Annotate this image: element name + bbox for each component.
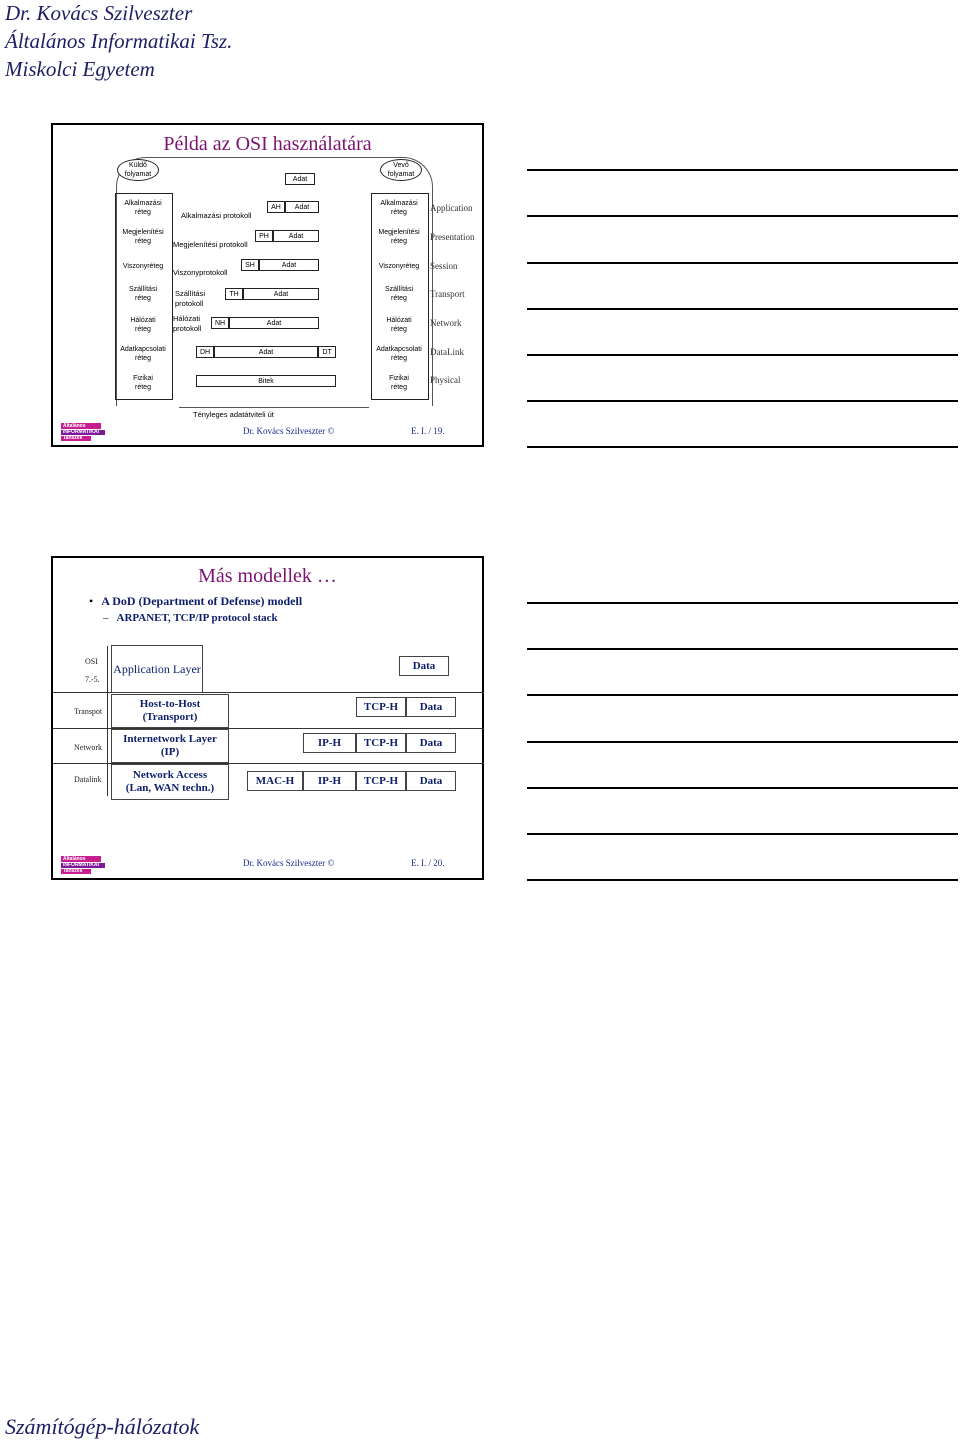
english-session: Session (430, 261, 458, 271)
cell-data-app: Data (399, 656, 449, 676)
right-layer-physical: Fizikai réteg (373, 372, 425, 394)
right-layer-datalink: Adatkapcsolati réteg (373, 343, 425, 365)
note-line (527, 648, 958, 650)
note-line (527, 262, 958, 264)
footer-course-title: Számítógép-hálózatok (5, 1414, 200, 1439)
sub-bullet-arpanet: – ARPANET, TCP/IP protocol stack (103, 612, 278, 624)
slide-title: Példa az OSI használatára (163, 133, 372, 155)
side-label-datalink: Datalink (74, 775, 102, 784)
osi-range: 7.-5. (85, 675, 100, 684)
data-app: Adat (285, 201, 319, 213)
physical-link (179, 407, 369, 408)
right-layer-application: Alkalmazási réteg (373, 197, 425, 219)
slide-title: Más modellek … (198, 565, 337, 587)
right-layer-transport: Szállítási réteg (373, 283, 425, 305)
top-data-box: Adat (285, 173, 315, 185)
protocol-network: Hálózati protokoll (173, 314, 202, 333)
note-line (527, 741, 958, 743)
divider-left (107, 646, 108, 796)
physical-path-label: Tényleges adatátviteli út (193, 410, 274, 419)
english-network: Network (430, 318, 462, 328)
protocol-presentation: Megjelenítési protokoll (173, 240, 248, 249)
protocol-application: Alkalmazási protokoll (181, 211, 252, 220)
cell-ip-h-access: IP-H (303, 771, 356, 791)
left-layer-session: Viszonyréteg (117, 257, 169, 275)
cell-data-internet: Data (406, 733, 456, 753)
header-department: Általános Informatikai Tsz. (5, 29, 233, 53)
note-line (527, 694, 958, 696)
left-layer-datalink: Adatkapcsolati réteg (117, 343, 169, 365)
layer-internetwork: Internetwork Layer (IP) (111, 729, 229, 763)
note-line (527, 879, 958, 881)
cell-tcp-h-transport: TCP-H (356, 697, 406, 717)
note-line (527, 787, 958, 789)
english-transport: Transport (430, 289, 465, 299)
receiver-process: Vevő folyamat (380, 159, 422, 181)
header-dh: DH (196, 346, 214, 358)
slide-20 (51, 556, 484, 880)
protocol-transport: Szállítási protokoll (175, 289, 206, 308)
note-line (527, 400, 958, 402)
english-datalink: DataLink (430, 347, 464, 357)
department-logo: Általános INFORMATIKAI Tanszék (61, 856, 107, 876)
cell-mac-h: MAC-H (247, 771, 303, 791)
header-ah: AH (267, 201, 285, 213)
data-datalink: Adat (214, 346, 318, 358)
cell-ip-h-internet: IP-H (303, 733, 356, 753)
trailer-dt: DT (318, 346, 336, 358)
slide-footer-page: E. I. / 20. (411, 858, 445, 868)
left-layer-transport: Szállítási réteg (117, 283, 169, 305)
left-layer-presentation: Megjelenítési réteg (117, 226, 169, 248)
sender-process: Küldő folyamat (117, 159, 159, 181)
note-line (527, 308, 958, 310)
cell-data-transport: Data (406, 697, 456, 717)
header-sh: SH (241, 259, 259, 271)
bullet-dod: • A DoD (Department of Defense) modell (89, 594, 303, 608)
side-label-network: Network (74, 743, 102, 752)
slide-footer-page: E. I. / 19. (411, 426, 445, 436)
slide-footer-author: Dr. Kovács Szilveszter © (243, 858, 335, 868)
cell-tcp-h-internet: TCP-H (356, 733, 406, 753)
data-transport: Adat (243, 288, 319, 300)
layer-application: Application Layer (111, 645, 203, 693)
left-layer-application: Alkalmazási réteg (117, 197, 169, 219)
cell-tcp-h-access: TCP-H (356, 771, 406, 791)
data-network: Adat (229, 317, 319, 329)
cell-data-access: Data (406, 771, 456, 791)
header-nh: NH (211, 317, 229, 329)
side-label-transport: Transpot (74, 707, 103, 716)
left-layer-network: Hálózati réteg (117, 314, 169, 336)
layer-network-access: Network Access (Lan, WAN techn.) (111, 764, 229, 800)
note-line (527, 602, 958, 604)
header-ph: PH (255, 230, 273, 242)
note-line (527, 446, 958, 448)
note-line (527, 215, 958, 217)
protocol-session: Viszonyprotokoll (173, 268, 228, 277)
header-author: Dr. Kovács Szilveszter (5, 1, 193, 25)
right-layer-presentation: Megjelenítési réteg (373, 226, 425, 248)
slide-19 (51, 123, 484, 447)
right-layer-network: Hálózati réteg (373, 314, 425, 336)
note-line (527, 354, 958, 356)
slide-footer-author: Dr. Kovács Szilveszter © (243, 426, 335, 436)
data-presentation: Adat (273, 230, 319, 242)
left-layer-physical: Fizikai réteg (117, 372, 169, 394)
data-session: Adat (259, 259, 319, 271)
english-physical: Physical (430, 375, 461, 385)
english-presentation: Presentation (430, 232, 475, 242)
header-th: TH (225, 288, 243, 300)
osi-label: OSI (85, 657, 98, 666)
note-line (527, 833, 958, 835)
bits-bar: Bitek (196, 375, 336, 387)
english-application: Application (430, 203, 473, 213)
layer-host-to-host: Host-to-Host (Transport) (111, 694, 229, 728)
department-logo: Általános INFORMATIKAI Tanszék (61, 423, 107, 443)
note-line (527, 169, 958, 171)
right-layer-session: Viszonyréteg (373, 257, 425, 275)
header-university: Miskolci Egyetem (5, 57, 155, 81)
